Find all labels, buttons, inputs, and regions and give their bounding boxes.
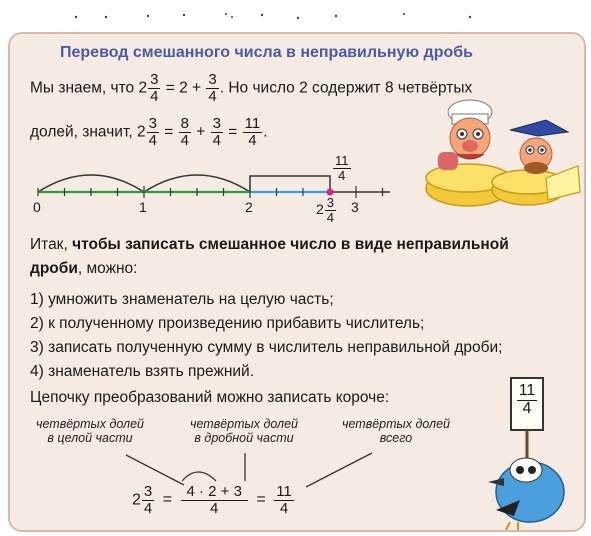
tick-label-2: 2 bbox=[245, 199, 253, 215]
fraction-3-4: $\frac{3}{4}$ bbox=[212, 115, 221, 149]
fraction-3-4: $\frac{3}{4}$ bbox=[148, 115, 157, 149]
top-fraction-label: $\frac{11}{4}$ bbox=[335, 153, 349, 183]
label-fraction-part: четвёртых долей в дробной части bbox=[190, 417, 298, 445]
tick-label-3: 3 bbox=[351, 199, 359, 215]
crow-illustration bbox=[470, 430, 580, 532]
intro-line-1: Мы знаем, что 2 $\frac{3}{4}$ = 2 + $\frac{3}{4}$ . Но число 2 содержит 8 четвёртых bbox=[30, 71, 473, 105]
page-title: Перевод смешанного числа в неправильную дробь bbox=[60, 44, 473, 61]
list-item: 2) к полученному произведению прибавить числитель; bbox=[30, 315, 425, 332]
rule-line-2: дроби, можно: bbox=[30, 260, 138, 277]
top-dots bbox=[0, 0, 591, 30]
list-item: 4) знаменатель взять прежний. bbox=[30, 363, 255, 380]
list-item: 3) записать полученную сумму в числитель неправильной дроби; bbox=[30, 339, 503, 356]
rule-line-1: Итак, чтобы записать смешанное число в виде неправильной bbox=[30, 236, 509, 253]
characters-cheese-illustration bbox=[418, 92, 583, 210]
tick-label-0: 0 bbox=[33, 199, 41, 215]
list-item: 1) умножить знаменатель на целую часть; bbox=[30, 291, 334, 308]
tick-label-1: 1 bbox=[139, 199, 147, 215]
intro-line-2: долей, значит, 2 $\frac{3}{4}$ = $\frac{8}{4}$ + $\frac{3}{4}$ = $\frac{11}{4}$ . bbox=[30, 115, 268, 149]
sign-board: $\frac{11}{4}$ bbox=[510, 377, 544, 431]
fraction-11-4: $\frac{11}{4}$ bbox=[244, 115, 261, 149]
fraction-3-4: $\frac{3}{4}$ bbox=[150, 71, 159, 105]
chain-intro: Цепочку преобразований можно записать короче: bbox=[30, 389, 390, 406]
label-whole-part: четвёртых долей в целой части bbox=[36, 417, 144, 445]
marker-label: 2 $\frac{3}{4}$ bbox=[316, 195, 335, 225]
fraction-3-4: $\frac{3}{4}$ bbox=[208, 71, 217, 105]
label-total: четвёртых долей всего bbox=[342, 417, 450, 445]
conversion-formula: 2 $\frac{3}{4}$ = $\frac{4 \cdot 2 + 3}{4}$ = $\frac{11}{4}$ bbox=[132, 483, 292, 517]
fraction-8-4: $\frac{8}{4}$ bbox=[180, 115, 189, 149]
